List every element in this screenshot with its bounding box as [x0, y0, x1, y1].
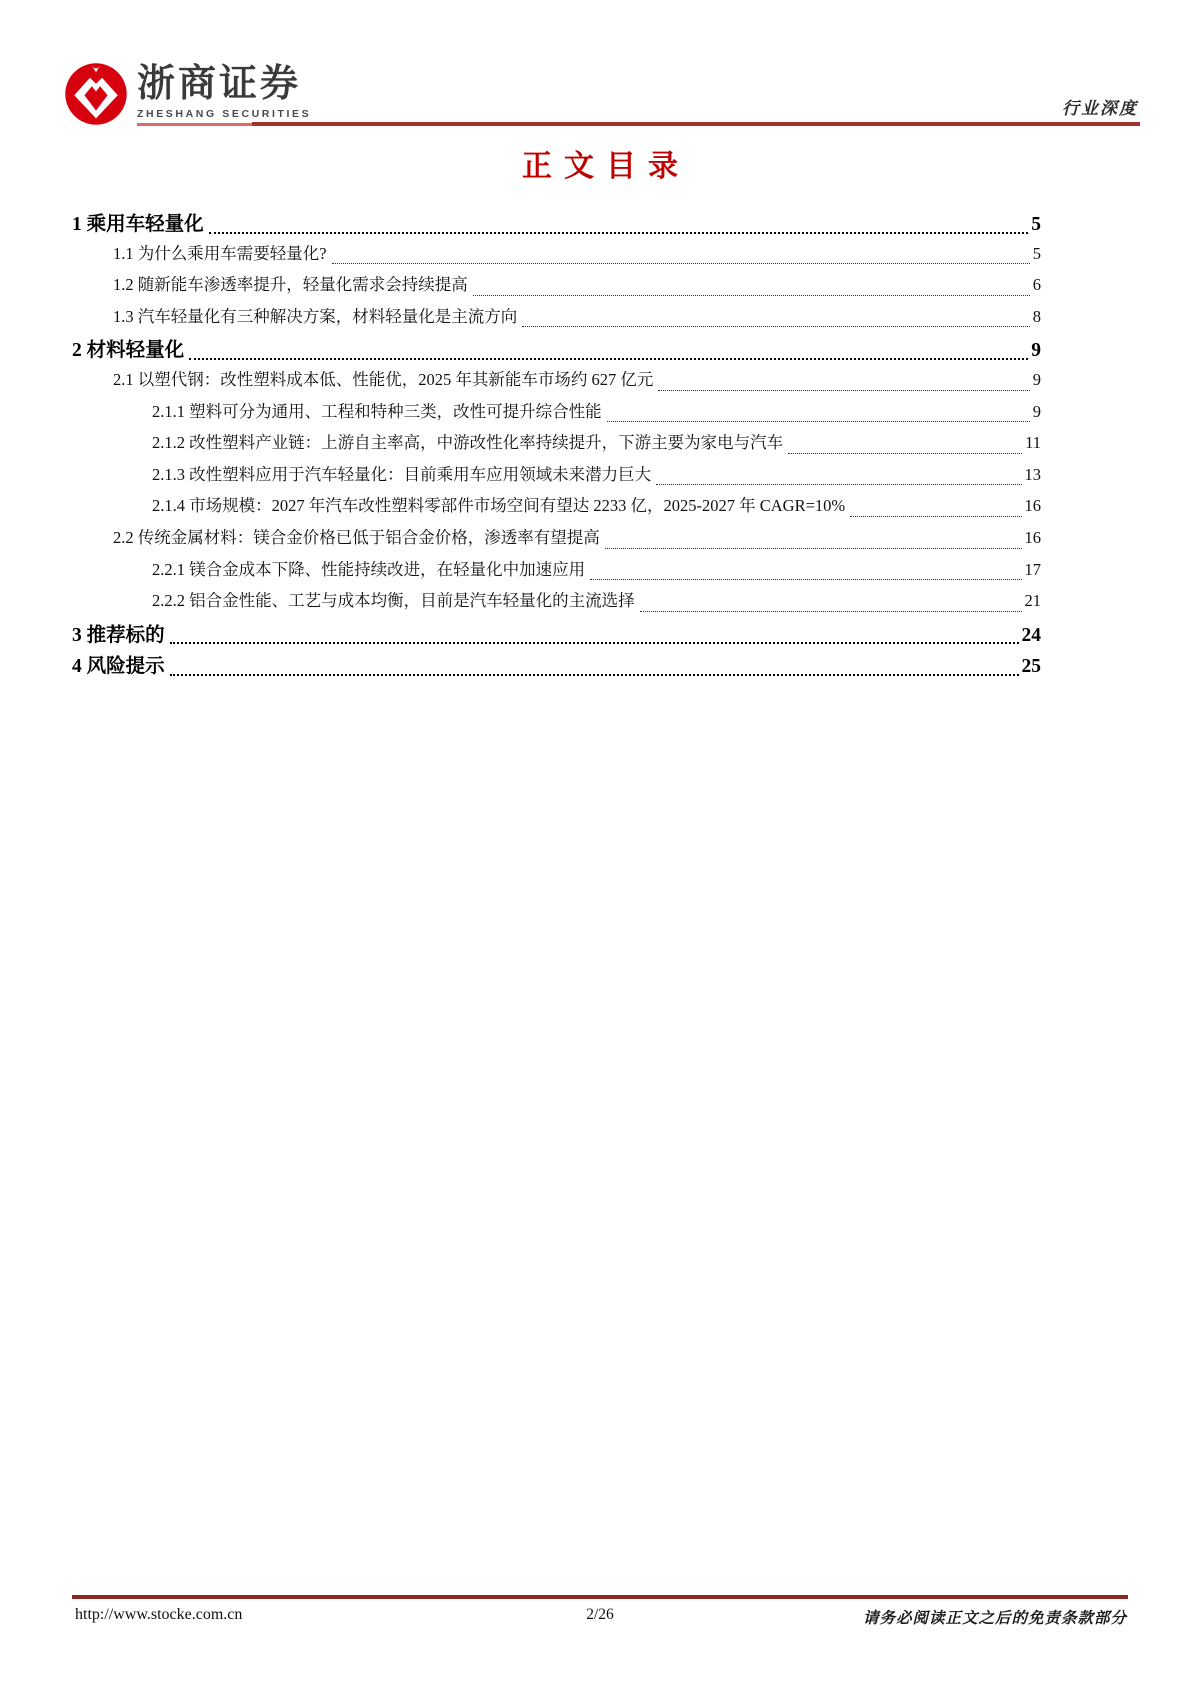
toc-entry[interactable]	[72, 334, 1041, 366]
toc-entry-page: 21	[1024, 591, 1041, 611]
toc-dot-leader	[189, 358, 1028, 360]
toc-entry[interactable]	[72, 556, 1041, 588]
toc-entry[interactable]	[72, 271, 1041, 303]
toc-entry-page: 9	[1032, 369, 1041, 389]
footer-disclaimer: 请务必阅读正文之后的免责条款部分	[862, 1610, 1127, 1627]
toc-entry[interactable]	[72, 492, 1041, 524]
toc-entry[interactable]	[72, 619, 1041, 651]
zheshang-knot-icon	[64, 62, 128, 126]
toc-entry-page: 16	[1024, 527, 1041, 547]
footer-url-link[interactable]: http://www.stocke.com.cn	[75, 1606, 243, 1623]
page-number-indicator: 2/26	[586, 1606, 614, 1623]
toc-dot-leader	[850, 516, 1021, 517]
toc-entry-label: 2.1.2 改性塑料产业链：上游自主率高，中游改性化率持续提升，下游主要为家电与汽车	[152, 433, 784, 453]
toc-entry-label: 3 推荐标的	[72, 624, 165, 646]
toc-entry-label: 1.1 为什么乘用车需要轻量化?	[113, 243, 327, 263]
toc-dot-leader	[640, 611, 1022, 612]
toc-entry[interactable]	[72, 208, 1041, 240]
toc-entry-label: 1.2 随新能车渗透率提升，轻量化需求会持续提高	[113, 275, 468, 295]
table-of-contents	[72, 208, 1041, 682]
toc-entry[interactable]	[72, 240, 1041, 272]
toc-dot-leader	[473, 295, 1030, 296]
toc-entry[interactable]	[72, 303, 1041, 335]
toc-entry-page: 8	[1032, 306, 1041, 326]
toc-dot-leader	[605, 548, 1022, 549]
toc-entry[interactable]	[72, 650, 1041, 682]
toc-entry-label: 2 材料轻量化	[72, 340, 185, 362]
toc-entry-label: 2.1.1 塑料可分为通用、工程和特种三类，改性可提升综合性能	[152, 401, 602, 421]
toc-entry-page: 16	[1024, 496, 1041, 516]
toc-dot-leader	[590, 579, 1021, 580]
toc-entry-page: 5	[1031, 214, 1041, 235]
toc-entry-label: 1.3 汽车轻量化有三种解决方案，材料轻量化是主流方向	[113, 306, 518, 326]
toc-entry-page: 6	[1032, 275, 1041, 295]
toc-entry[interactable]	[72, 429, 1041, 461]
toc-dot-leader	[332, 263, 1030, 264]
toc-dot-leader	[170, 642, 1019, 644]
brand-name-en: ZHESHANG SECURITIES	[137, 107, 311, 126]
toc-dot-leader	[607, 421, 1030, 422]
toc-dot-leader	[658, 390, 1029, 391]
toc-entry[interactable]	[72, 461, 1041, 493]
toc-entry-page: 5	[1032, 243, 1041, 263]
toc-entry[interactable]	[72, 366, 1041, 398]
toc-dot-leader	[788, 453, 1022, 454]
toc-dot-leader	[656, 484, 1021, 485]
toc-dot-leader	[170, 674, 1019, 676]
toc-entry-page: 24	[1021, 624, 1041, 646]
header-divider	[252, 122, 1140, 126]
toc-entry-page: 13	[1024, 464, 1041, 484]
toc-entry-page: 9	[1032, 401, 1041, 421]
toc-entry-label: 4 风险提示	[72, 656, 165, 678]
toc-entry-label: 1 乘用车轻量化	[72, 214, 204, 235]
toc-entry-page: 17	[1024, 559, 1041, 579]
toc-entry-label: 2.2.1 镁合金成本下降、性能持续改进，在轻量化中加速应用	[152, 559, 586, 579]
toc-entry-label: 2.2 传统金属材料：镁合金价格已低于铝合金价格，渗透率有望提高	[113, 527, 600, 547]
toc-entry-page: 11	[1025, 433, 1041, 453]
report-type-label: 行业深度	[1062, 99, 1138, 118]
toc-title: 正文目录	[522, 150, 690, 183]
toc-dot-leader	[522, 326, 1030, 327]
toc-entry-label: 2.2.2 铝合金性能、工艺与成本均衡，目前是汽车轻量化的主流选择	[152, 591, 635, 611]
footer-divider	[72, 1595, 1128, 1599]
toc-entry-page: 25	[1021, 656, 1041, 678]
toc-entry-label: 2.1.3 改性塑料应用于汽车轻量化：目前乘用车应用领域未来潜力巨大	[152, 464, 652, 484]
brand-name-cn: 浙商证券	[137, 63, 302, 105]
toc-entry[interactable]	[72, 524, 1041, 556]
toc-entry-label: 2.1.4 市场规模：2027 年汽车改性塑料零部件市场空间有望达 2233 亿，2025-2027 年 CAGR=10%	[152, 496, 846, 516]
toc-entry-page: 9	[1031, 340, 1041, 362]
toc-entry-label: 2.1 以塑代钢：改性塑料成本低、性能优，2025 年其新能车市场约 627 亿元	[113, 369, 654, 389]
toc-entry[interactable]	[72, 587, 1041, 619]
toc-dot-leader	[209, 232, 1029, 234]
brand-logo	[64, 62, 311, 126]
toc-entry[interactable]	[72, 398, 1041, 430]
